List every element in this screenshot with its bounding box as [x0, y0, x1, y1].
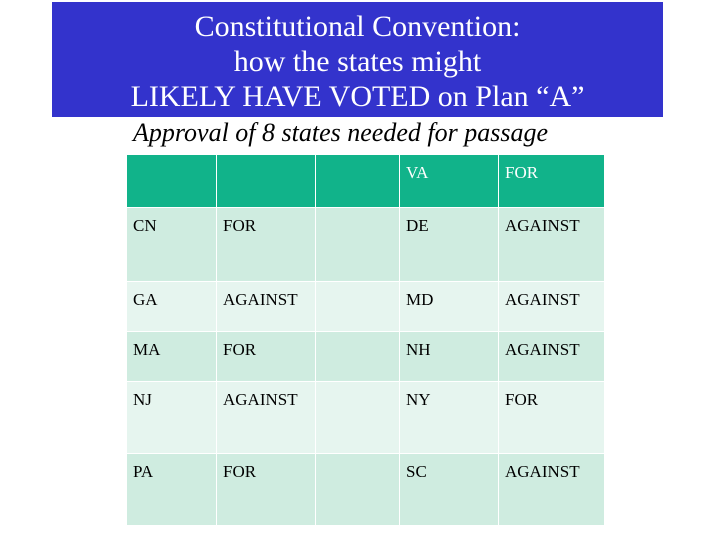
state-cell: NY: [400, 382, 499, 454]
header-cell: [217, 155, 316, 208]
vote-cell: AGAINST: [217, 382, 316, 454]
slide-title: [52, 2, 663, 117]
empty-cell: [316, 382, 400, 454]
state-cell: PA: [127, 454, 217, 526]
header-cell-state: VA: [400, 155, 499, 208]
vote-cell: FOR: [499, 382, 605, 454]
table-row: [127, 208, 605, 282]
header-cell: [316, 155, 400, 208]
empty-cell: [316, 282, 400, 332]
state-cell: CN: [127, 208, 217, 282]
table-row: [127, 382, 605, 454]
vote-cell: AGAINST: [217, 282, 316, 332]
empty-cell: [316, 332, 400, 382]
table-row: [127, 282, 605, 332]
header-cell: [127, 155, 217, 208]
table-row: [127, 332, 605, 382]
state-cell: NJ: [127, 382, 217, 454]
state-cell: NH: [400, 332, 499, 382]
votes-table: [126, 154, 605, 526]
empty-cell: [316, 208, 400, 282]
state-cell: SC: [400, 454, 499, 526]
vote-cell: AGAINST: [499, 282, 605, 332]
vote-cell: AGAINST: [499, 208, 605, 282]
title-line-3: LIKELY HAVE VOTED on Plan “A”: [130, 80, 585, 113]
vote-cell: FOR: [217, 332, 316, 382]
title-line-2: how the states might: [233, 45, 482, 78]
header-cell-vote: FOR: [499, 155, 605, 208]
state-cell: GA: [127, 282, 217, 332]
table-row: [127, 454, 605, 526]
vote-cell: FOR: [217, 454, 316, 526]
state-cell: MA: [127, 332, 217, 382]
slide-subtitle: Approval of 8 states needed for passage: [133, 118, 548, 147]
empty-cell: [316, 454, 400, 526]
vote-cell: AGAINST: [499, 332, 605, 382]
state-cell: DE: [400, 208, 499, 282]
state-cell: MD: [400, 282, 499, 332]
vote-cell: FOR: [217, 208, 316, 282]
title-line-1: Constitutional Convention:: [194, 10, 521, 43]
table-header-row: [127, 155, 605, 208]
vote-cell: AGAINST: [499, 454, 605, 526]
